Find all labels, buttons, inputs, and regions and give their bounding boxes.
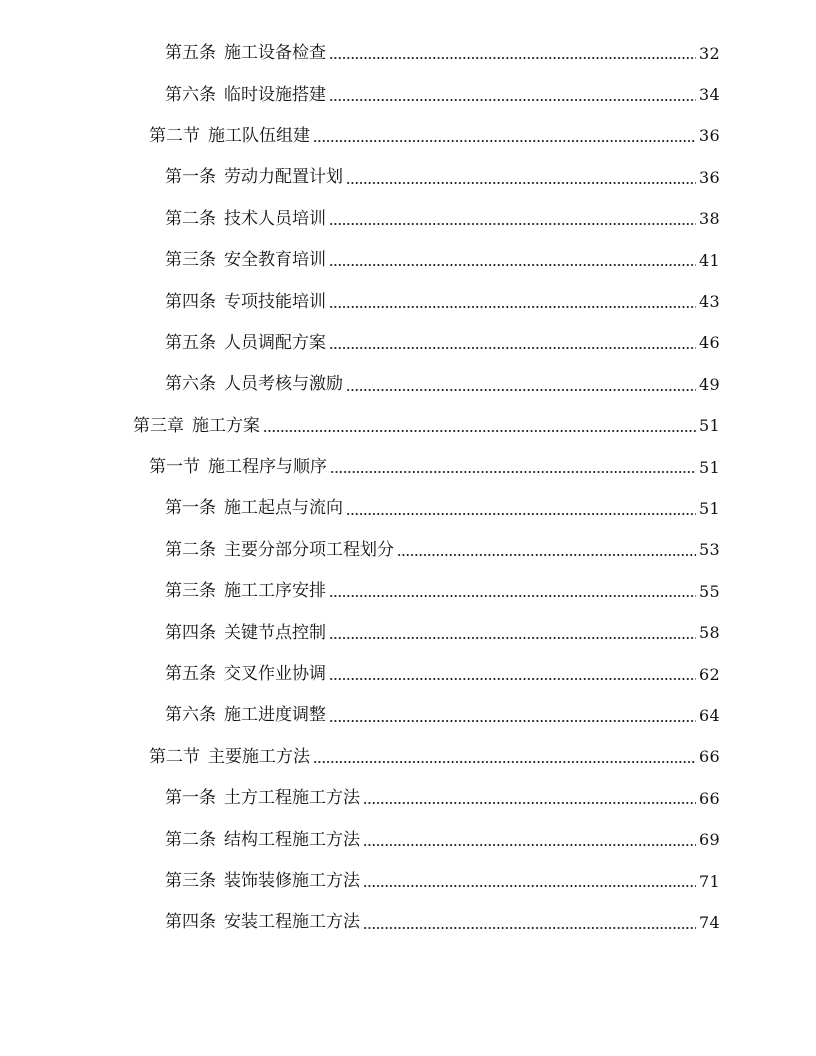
- toc-entry[interactable]: [0, 157, 816, 198]
- dot-leader: [329, 595, 696, 597]
- toc-entry-title: 交叉作业协调: [224, 664, 326, 685]
- toc-page-number: 53: [699, 540, 720, 560]
- dot-leader: [329, 678, 696, 680]
- toc-entry[interactable]: [0, 488, 816, 529]
- toc-entry-title: 装饰装修施工方法: [224, 871, 360, 891]
- dot-leader: [313, 761, 696, 763]
- toc-entry-title: 人员调配方案: [224, 332, 326, 353]
- toc-page-number: 38: [699, 209, 720, 229]
- toc-page-number: 74: [699, 912, 720, 932]
- toc-entry-number: 第四条: [165, 291, 216, 312]
- toc-entry-number: 第二节: [149, 125, 200, 146]
- toc-entry[interactable]: [0, 612, 816, 653]
- toc-entry-title: 人员考核与激励: [224, 374, 343, 395]
- toc-entry[interactable]: [0, 240, 816, 281]
- toc-entry-title: 施工程序与顺序: [208, 457, 327, 478]
- toc-entry-number: 第五条: [165, 664, 216, 685]
- toc-entry[interactable]: [0, 819, 816, 860]
- toc-entry-title: 施工进度调整: [224, 705, 326, 726]
- toc-entry[interactable]: [0, 364, 816, 405]
- dot-leader: [330, 471, 696, 473]
- toc-entry-number: 第三条: [165, 250, 216, 271]
- toc-entry-title: 安全教育培训: [224, 250, 326, 271]
- toc-entry-title: 劳动力配置计划: [224, 167, 343, 188]
- toc-entry-number: 第六条: [165, 84, 216, 105]
- dot-leader: [329, 720, 696, 722]
- toc-entry-title: 主要分部分项工程划分: [224, 539, 394, 560]
- toc-entry-title: 专项技能培训: [224, 291, 326, 312]
- toc-page-number: 49: [699, 374, 720, 394]
- toc-entry-title: 技术人员培训: [224, 208, 326, 229]
- toc-entry-title: 施工设备检查: [224, 43, 326, 64]
- toc-entry-number: 第三章: [133, 415, 184, 436]
- dot-leader: [329, 637, 696, 639]
- toc-entry[interactable]: [0, 74, 816, 115]
- dot-leader: [329, 99, 696, 101]
- toc-entry-title: 结构工程施工方法: [224, 829, 360, 850]
- toc-entry-number: 第一节: [149, 457, 200, 478]
- toc-page-number: 51: [699, 498, 720, 518]
- dot-leader: [329, 306, 696, 308]
- toc-entry-number: 第二条: [165, 208, 216, 229]
- toc-entry-number: 第六条: [165, 374, 216, 395]
- toc-entry[interactable]: [0, 695, 816, 736]
- toc-entry[interactable]: [0, 447, 816, 488]
- toc-entry-number: 第四条: [165, 912, 216, 933]
- dot-leader: [346, 513, 696, 515]
- toc-entry-title: 施工工序安排: [224, 581, 326, 602]
- toc-entry[interactable]: [0, 861, 816, 902]
- toc-page-number: 64: [699, 705, 720, 725]
- dot-leader: [329, 223, 696, 225]
- dot-leader: [346, 182, 696, 184]
- toc-page-number: 55: [699, 581, 720, 601]
- toc-entry[interactable]: [0, 737, 816, 778]
- dot-leader: [346, 389, 696, 391]
- dot-leader: [363, 802, 696, 804]
- toc-entry[interactable]: [0, 406, 816, 447]
- dot-leader: [363, 927, 696, 929]
- toc-entry-title: 施工起点与流向: [224, 498, 343, 519]
- toc-entry-title: 安装工程施工方法: [224, 912, 360, 933]
- toc-entry[interactable]: [0, 654, 816, 695]
- toc-page-number: 46: [699, 333, 720, 353]
- toc-entry-title: 临时设施搭建: [224, 84, 326, 105]
- dot-leader: [329, 347, 696, 349]
- toc-entry-number: 第二节: [149, 746, 200, 767]
- toc-page-number: 69: [699, 830, 720, 850]
- toc-entry-number: 第一条: [165, 788, 216, 809]
- toc-entry[interactable]: [0, 571, 816, 612]
- toc-entry-number: 第六条: [165, 705, 216, 726]
- toc-entry[interactable]: [0, 902, 816, 943]
- toc-entry-number: 第三条: [165, 581, 216, 602]
- toc-entry-number: 第二条: [165, 829, 216, 850]
- toc-entry-number: 第三条: [165, 871, 216, 891]
- toc-entry[interactable]: [0, 323, 816, 364]
- toc-entry-title: 施工队伍组建: [208, 125, 310, 146]
- toc-page-number: 62: [699, 664, 720, 684]
- toc-page-number: 58: [699, 623, 720, 643]
- toc-page-number: 36: [699, 126, 720, 146]
- toc-page-number: 51: [699, 457, 720, 477]
- toc-entry-number: 第五条: [165, 43, 216, 64]
- toc-entry-number: 第一条: [165, 498, 216, 519]
- toc-page-number: 36: [699, 167, 720, 187]
- toc-page-number: 43: [699, 292, 720, 312]
- toc-entry-title: 土方工程施工方法: [224, 788, 360, 809]
- dot-leader: [313, 140, 696, 142]
- toc-entry-number: 第五条: [165, 332, 216, 353]
- toc-page-number: 71: [699, 871, 720, 891]
- table-of-contents: [0, 33, 816, 944]
- toc-entry[interactable]: [0, 116, 816, 157]
- dot-leader: [329, 264, 696, 266]
- toc-entry-number: 第一条: [165, 167, 216, 188]
- toc-page-number: 41: [699, 250, 720, 270]
- toc-page-number: 66: [699, 747, 720, 767]
- dot-leader: [363, 885, 696, 887]
- dot-leader: [363, 844, 696, 846]
- dot-leader: [329, 57, 696, 59]
- toc-page-number: 34: [699, 85, 720, 105]
- toc-entry-title: 主要施工方法: [208, 746, 310, 767]
- toc-entry-title: 施工方案: [192, 415, 260, 436]
- toc-page-number: 51: [699, 416, 720, 436]
- dot-leader: [263, 430, 696, 432]
- toc-page-number: 32: [699, 43, 720, 63]
- dot-leader: [397, 554, 696, 556]
- toc-page-number: 66: [699, 788, 720, 808]
- toc-entry-title: 关键节点控制: [224, 622, 326, 643]
- toc-entry[interactable]: [0, 33, 816, 74]
- toc-entry-number: 第二条: [165, 539, 216, 560]
- toc-entry[interactable]: [0, 281, 816, 322]
- toc-entry[interactable]: [0, 530, 816, 571]
- toc-entry[interactable]: [0, 199, 816, 240]
- toc-entry[interactable]: [0, 778, 816, 819]
- toc-entry-number: 第四条: [165, 622, 216, 643]
